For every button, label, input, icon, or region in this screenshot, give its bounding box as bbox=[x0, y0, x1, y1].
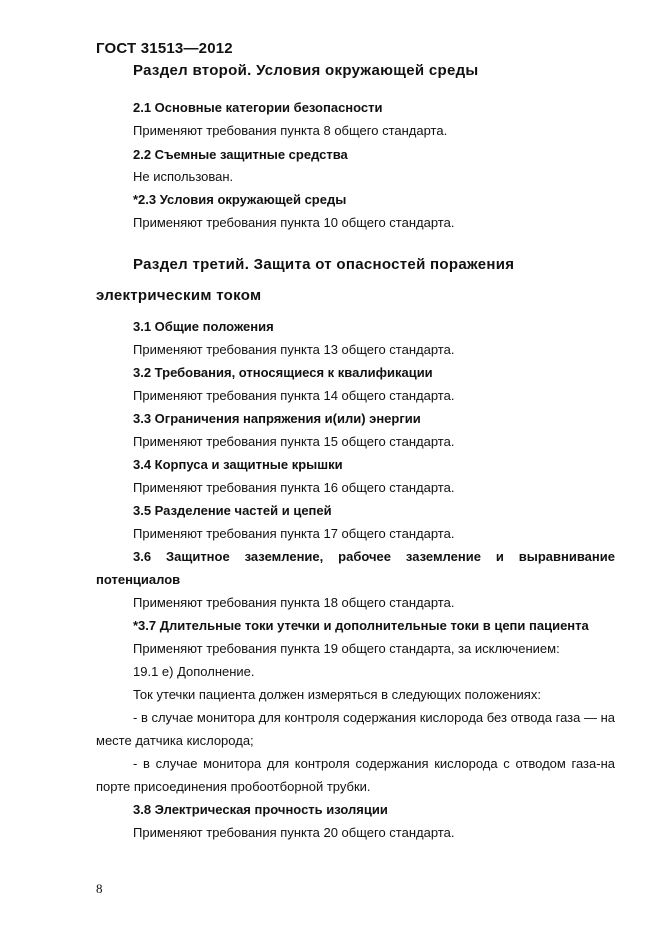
item-3-8-text: Применяют требования пункта 20 общего стандарта. bbox=[133, 825, 455, 840]
item-3-3-heading: 3.3 Ограничения напряжения и(или) энергии bbox=[133, 411, 421, 426]
item-3-6-heading: 3.6 Защитное заземление, рабочее заземление и выравнивание потенциалов bbox=[96, 549, 615, 587]
item-3-7-bullet-2: - в случае монитора для контроля содержания кислорода с отводом газа-на порте присоединения пробоотборной трубки. bbox=[96, 756, 615, 794]
section-2-title: Раздел второй. Условия окружающей среды bbox=[133, 62, 479, 79]
item-3-1-heading: 3.1 Общие положения bbox=[133, 319, 274, 334]
item-3-7-addition: 19.1 е) Дополнение. bbox=[133, 664, 255, 679]
item-3-1-text: Применяют требования пункта 13 общего стандарта. bbox=[133, 342, 455, 357]
item-3-8-heading: 3.8 Электрическая прочность изоляции bbox=[133, 802, 388, 817]
item-3-7-heading: *3.7 Длительные токи утечки и дополнительные токи в цепи пациента bbox=[133, 618, 589, 633]
item-2-3-heading: *2.3 Условия окружающей среды bbox=[133, 192, 347, 207]
item-2-1-text: Применяют требования пункта 8 общего стандарта. bbox=[133, 123, 448, 138]
document-header: ГОСТ 31513—2012 bbox=[96, 40, 233, 57]
item-2-2-text: Не использован. bbox=[133, 169, 234, 184]
item-3-7-bullet-1: - в случае монитора для контроля содержания кислорода без отвода газа — на месте датчика кислорода; bbox=[96, 710, 615, 748]
item-2-1-heading: 2.1 Основные категории безопасности bbox=[133, 100, 383, 115]
item-3-2-text: Применяют требования пункта 14 общего стандарта. bbox=[133, 388, 455, 403]
item-2-3-text: Применяют требования пункта 10 общего стандарта. bbox=[133, 215, 455, 230]
item-3-5-text: Применяют требования пункта 17 общего стандарта. bbox=[133, 526, 455, 541]
item-3-4-heading: 3.4 Корпуса и защитные крышки bbox=[133, 457, 343, 472]
section-3-title: Раздел третий. Защита от опасностей поражения электрическим током bbox=[96, 256, 515, 304]
item-3-3-text: Применяют требования пункта 15 общего стандарта. bbox=[133, 434, 455, 449]
item-3-6-text: Применяют требования пункта 18 общего стандарта. bbox=[133, 595, 455, 610]
item-3-4-text: Применяют требования пункта 16 общего стандарта. bbox=[133, 480, 455, 495]
item-3-7-patient-leakage: Ток утечки пациента должен измеряться в следующих положениях: bbox=[133, 687, 541, 702]
page-number: 8 bbox=[96, 881, 103, 896]
item-3-2-heading: 3.2 Требования, относящиеся к квалификации bbox=[133, 365, 433, 380]
item-2-2-heading: 2.2 Съемные защитные средства bbox=[133, 147, 348, 162]
item-3-5-heading: 3.5 Разделение частей и цепей bbox=[133, 503, 332, 518]
item-3-7-text: Применяют требования пункта 19 общего стандарта, за исключением: bbox=[133, 641, 560, 656]
